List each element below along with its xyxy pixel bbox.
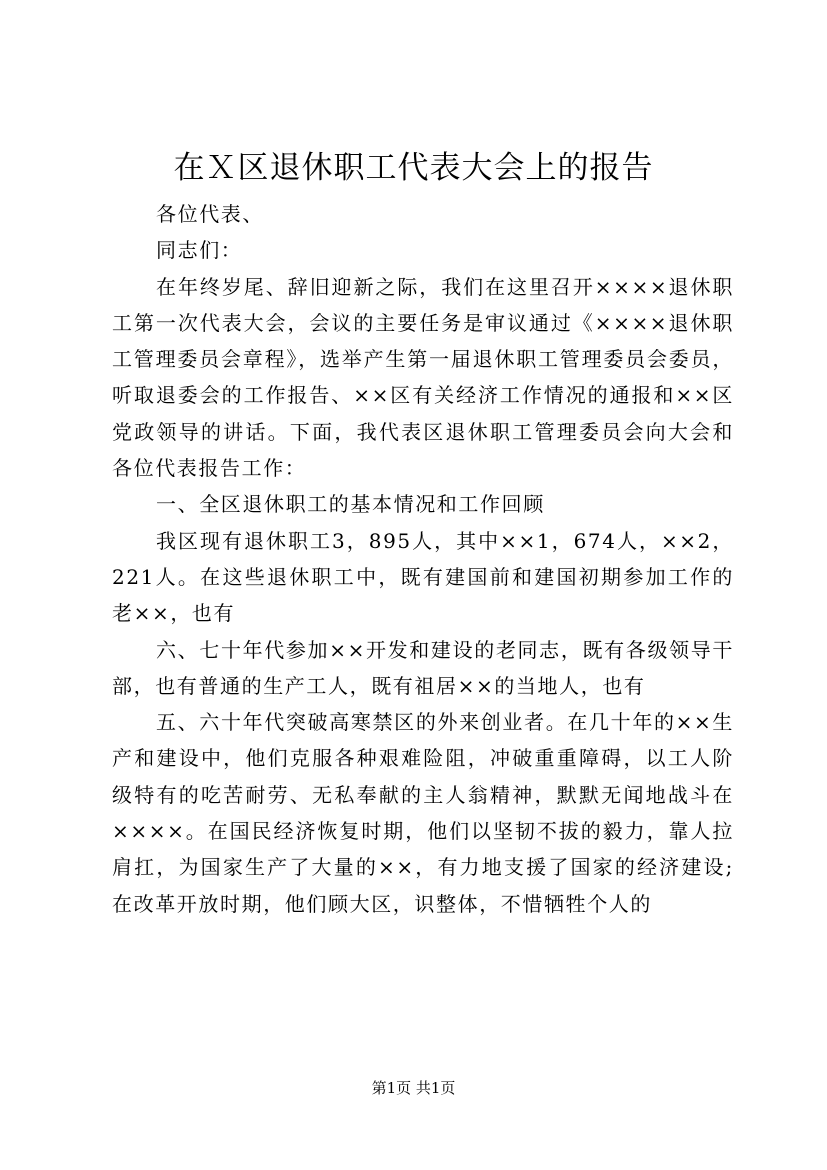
intro-paragraph: 在年终岁尾、辞旧迎新之际，我们在这里召开××××退休职工第一次代表大会，会议的主要任务是审议通过《××××退休职工管理委员会章程》，选举产生第一届退休职工管理委员会委员，听取退委会的工作报告、××区有关经济工作情况的通报和××区党政领导的讲话。下面，我代表区退休职工管理委员会向大会和各位代表报告工作： bbox=[112, 274, 734, 481]
page-footer: 第1页 共1页 bbox=[371, 1079, 456, 1097]
body-paragraph: 六、七十年代参加××开发和建设的老同志，既有各级领导干部，也有普通的生产工人，既有祖居××的当地人，也有 bbox=[112, 637, 734, 698]
salutation-line-2: 同志们： bbox=[156, 238, 243, 263]
document-title: 在Ｘ区退休职工代表大会上的报告 bbox=[173, 150, 654, 186]
body-paragraph: 我区现有退休职工3，895人，其中××1，674人，××2，221人。在这些退休职工中，既有建国前和建国初期参加工作的老××，也有 bbox=[112, 528, 734, 626]
salutation-line-1: 各位代表、 bbox=[156, 202, 264, 226]
body-paragraph: 五、六十年代突破高寒禁区的外来创业者。在几十年的××生产和建设中，他们克服各种艰难险阻，冲破重重障碍，以工人阶级特有的吃苦耐劳、无私奉献的主人翁精神，默默无闻地战斗在××××。在国民经济恢复时期，他们以坚韧不拔的毅力，靠人拉肩扛，为国家生产了大量的××，有力地支援了国家的经济建设;在改革开放时期，他们顾大区，识整体，不惜牺牲个人的 bbox=[112, 710, 734, 916]
section-heading: 一、全区退休职工的基本情况和工作回顾 bbox=[156, 492, 545, 517]
document-body bbox=[112, 196, 734, 922]
